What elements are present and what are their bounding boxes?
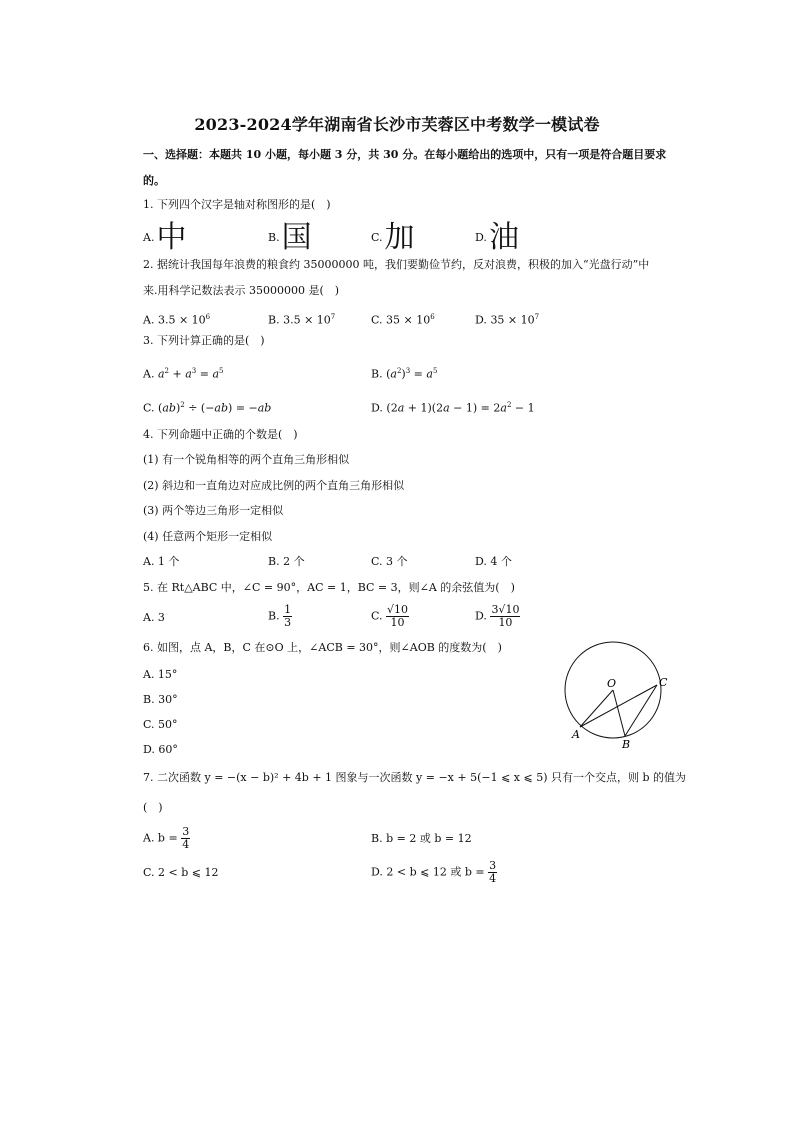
q7-option-b: B. b = 2 或 b = 12 <box>371 832 472 845</box>
q4-stem: 4. 下列命题中正确的个数是( ) <box>143 428 298 441</box>
q2-option-b-exp: 7 <box>330 313 336 321</box>
label-o: O <box>607 677 617 690</box>
circle-figure <box>556 640 676 752</box>
q3-option-a-label: A. <box>143 367 155 381</box>
q5-b-numerator: 1 <box>284 603 292 616</box>
q7-stem-line2: ( ) <box>143 801 163 814</box>
q1-char-c: 加 <box>384 220 415 255</box>
q7-d-denominator: 4 <box>489 872 497 885</box>
q5-option-d-fraction <box>490 604 520 629</box>
q1-option-a <box>143 220 187 255</box>
q7-a-numerator: 3 <box>182 825 190 838</box>
label-b: B <box>622 738 631 751</box>
q2-option-c-label: C. <box>371 313 383 327</box>
q2-option-d <box>475 310 539 328</box>
q3-option-a: A. $a^2 + a^3 = a^5$ <box>143 367 224 381</box>
label-a: A <box>572 728 580 741</box>
q1-char-d: 油 <box>488 220 519 255</box>
q5-option-c-label: C. <box>371 609 383 623</box>
q7-option-c: C. 2 < b ⩽ 12 <box>143 866 219 879</box>
section-heading-line2: 的。 <box>143 174 165 187</box>
q6-option-d: D. 60° <box>143 743 178 756</box>
segment-bc <box>625 685 657 736</box>
q1-option-b <box>268 220 312 255</box>
q2-option-c-exp: 6 <box>430 313 435 321</box>
q7-option-a <box>143 826 190 851</box>
q7-option-a-fraction <box>181 826 190 851</box>
q1-option-c <box>371 220 415 255</box>
q1-option-c-label: C. <box>371 231 383 244</box>
q2-option-d-exp: 7 <box>534 313 540 321</box>
q3-stem: 3. 下列计算正确的是( ) <box>143 334 265 347</box>
q2-option-b-label: B. <box>268 313 280 327</box>
q7-option-d-prefix: D. 2 < b ⩽ 12 或 b = <box>371 865 485 879</box>
q5-b-denominator: 3 <box>284 616 292 629</box>
q2-option-b-coef: 3.5 × 10 <box>283 313 331 327</box>
q2-option-c-coef: 35 × 10 <box>386 313 431 327</box>
q6-option-b: B. 30° <box>143 693 178 706</box>
q2-stem-line2: 来.用科学记数法表示 35000000 是( ) <box>143 284 340 297</box>
q2-option-a-coef: 3.5 × 10 <box>157 313 206 327</box>
q4-item-4: (4) 任意两个矩形一定相似 <box>143 530 273 543</box>
q4-item-3: (3) 两个等边三角形一定相似 <box>143 504 284 517</box>
q1-char-a: 中 <box>156 220 187 255</box>
segment-oa <box>580 690 613 727</box>
q1-stem: 1. 下列四个汉字是轴对称图形的是( ) <box>143 198 331 211</box>
q1-option-b-label: B. <box>268 231 280 244</box>
q2-option-a-exp: 6 <box>205 313 211 321</box>
q2-stem-line1: 2. 据统计我国每年浪费的粮食约 35000000 吨，我们要勤俭节约，反对浪费，积极的加入“光盘行动”中 <box>143 258 650 271</box>
q5-option-c <box>371 604 409 629</box>
q4-item-2: (2) 斜边和一直角边对应成比例的两个直角三角形相似 <box>143 479 405 492</box>
q3-option-c: C. (ab)$^2$ ÷ (−ab) = −ab <box>143 401 272 415</box>
q6-option-c: C. 50° <box>143 718 178 731</box>
exam-title: 2023-2024学年湖南省长沙市芙蓉区中考数学一模试卷 <box>194 115 600 134</box>
q5-option-b <box>268 604 292 629</box>
q7-option-d <box>371 860 497 885</box>
q4-option-a: A. 1 个 <box>143 555 180 568</box>
q2-option-d-coef: 35 × 10 <box>490 313 535 327</box>
q5-option-b-label: B. <box>268 609 280 623</box>
q4-option-d: D. 4 个 <box>475 555 512 568</box>
segment-ob <box>613 690 625 736</box>
segment-ac <box>580 685 657 727</box>
q2-option-b <box>268 310 335 328</box>
q3-option-d: D. $(2a + 1)(2a - 1) = 2a^2 - 1$ <box>371 401 535 415</box>
q1-option-a-label: A. <box>143 231 155 244</box>
q7-option-d-fraction <box>488 860 497 885</box>
q3-option-c-label: C. <box>143 401 155 415</box>
q3-option-b: B. $(a^2)^3 = a^5$ <box>371 367 438 381</box>
q6-stem: 6. 如图，点 A，B，C 在⊙O 上，∠ACB = 30°，则∠AOB 的度数为( ) <box>143 641 502 654</box>
label-c: C <box>659 676 668 689</box>
q7-a-denominator: 4 <box>182 838 190 851</box>
q1-option-d-label: D. <box>475 231 487 244</box>
q5-option-b-fraction <box>283 604 292 629</box>
q5-option-a: A. 3 <box>143 611 165 624</box>
q7-option-a-prefix: A. b = <box>143 831 178 845</box>
q4-option-b: B. 2 个 <box>268 555 305 568</box>
q5-option-c-fraction <box>386 604 409 629</box>
q1-option-d <box>475 220 519 255</box>
q7-d-numerator: 3 <box>489 859 497 872</box>
q1-char-b: 国 <box>281 220 312 255</box>
q2-option-a <box>143 310 210 328</box>
q5-c-denominator: 10 <box>390 616 405 629</box>
q4-option-c: C. 3 个 <box>371 555 408 568</box>
q4-item-1: (1) 有一个锐角相等的两个直角三角形相似 <box>143 453 350 466</box>
q5-d-numerator: 3√10 <box>491 603 520 616</box>
q7-stem-line1: 7. 二次函数 y = −(x − b)² + 4b + 1 图象与一次函数 y = −x + 5(−1 ⩽ x ⩽ 5) 只有一个交点，则 b 的值为 <box>143 771 687 784</box>
section-heading-line1: 一、选择题：本题共 10 小题，每小题 3 分，共 30 分。在每小题给出的选项中，只有一项是符合题目要求 <box>143 148 667 161</box>
q5-d-denominator: 10 <box>498 616 513 629</box>
q5-option-d-label: D. <box>475 609 487 623</box>
q2-option-a-label: A. <box>143 313 155 327</box>
q6-option-a: A. 15° <box>143 668 178 681</box>
q3-option-b-label: B. <box>371 367 383 381</box>
q5-option-d <box>475 604 520 629</box>
q2-option-c <box>371 310 435 328</box>
q2-option-d-label: D. <box>475 313 487 327</box>
q5-stem: 5. 在 Rt△ABC 中，∠C = 90°，AC = 1，BC = 3，则∠A 的余弦值为( ) <box>143 581 515 594</box>
q3-option-d-label: D. <box>371 401 383 415</box>
q5-c-numerator: √10 <box>387 603 409 616</box>
